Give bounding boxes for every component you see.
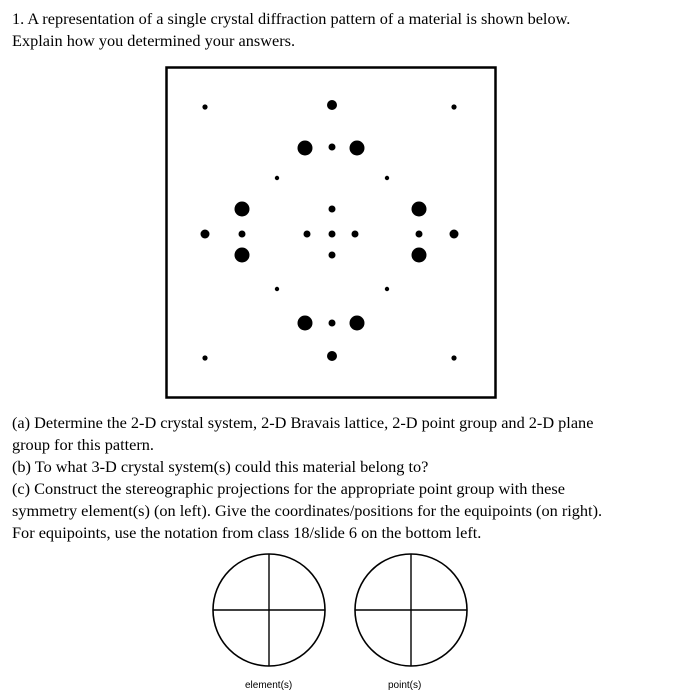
part-a-line-2: group for this pattern. [12, 435, 154, 454]
intro-line-2: Explain how you determined your answers. [12, 31, 296, 50]
stereonet-points [355, 554, 467, 666]
spot-small [275, 287, 279, 291]
spot-small [416, 231, 423, 238]
spot-small [275, 176, 279, 180]
part-c-line-3: For equipoints, use the notation from class 18/slide 6 on the bottom left. [12, 523, 482, 542]
spot-small [385, 176, 389, 180]
question-parts [12, 412, 680, 544]
spot-small [451, 104, 456, 109]
spot-small [202, 355, 207, 360]
spot-large [350, 316, 365, 331]
spot-small [385, 287, 389, 291]
spot-medium [327, 351, 337, 361]
spot-small [329, 144, 336, 151]
spot-small [239, 231, 246, 238]
part-b: (b) To what 3-D crystal system(s) could this material belong to? [12, 457, 429, 476]
spot-small [451, 355, 456, 360]
question-intro [12, 8, 680, 52]
spot-small [352, 231, 359, 238]
spot-small [329, 252, 336, 259]
intro-line-1: 1. A representation of a single crystal diffraction pattern of a material is shown below. [12, 9, 571, 28]
spot-small [202, 104, 207, 109]
spot-large [298, 316, 313, 331]
spot-large [235, 202, 250, 217]
diffraction-pattern [165, 66, 497, 399]
spot-large [412, 202, 427, 217]
caption-elements: element(s) [245, 680, 293, 691]
spot-large [235, 248, 250, 263]
spot-medium [450, 230, 459, 239]
part-c-line-2: symmetry element(s) (on left). Give the coordinates/positions for the equipoints (on right). [12, 501, 603, 520]
spot-large [298, 141, 313, 156]
spot-small [304, 231, 311, 238]
part-a-line-1: (a) Determine the 2-D crystal system, 2-D Bravais lattice, 2-D point group and 2-D plane [12, 413, 594, 432]
spot-large [412, 248, 427, 263]
stereographic-projections [200, 547, 500, 697]
spot-small [329, 206, 336, 213]
spot-medium [201, 230, 210, 239]
part-c-line-1: (c) Construct the stereographic projections for the appropriate point group with these [12, 479, 565, 498]
stereonet-elements [213, 554, 325, 666]
spot-medium [327, 100, 337, 110]
spot-small [329, 320, 336, 327]
spot-small [329, 231, 336, 238]
spot-large [350, 141, 365, 156]
caption-points: point(s) [388, 680, 422, 691]
